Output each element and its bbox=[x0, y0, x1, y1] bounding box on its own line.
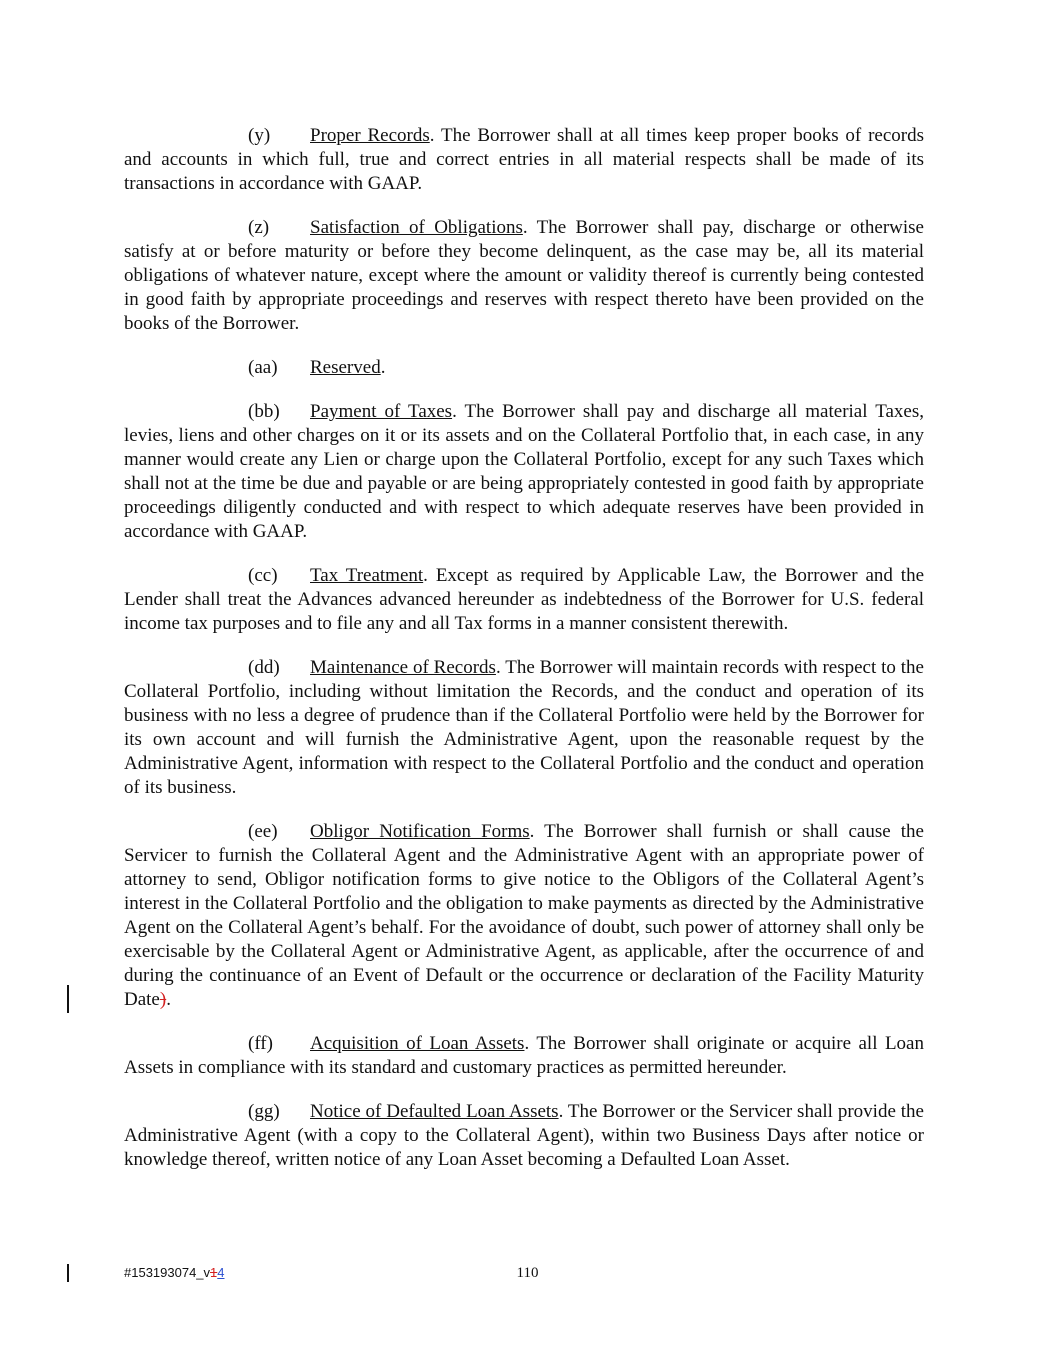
change-bar bbox=[67, 985, 69, 1013]
section-number: (gg) bbox=[248, 1101, 280, 1122]
section-number: (ee) bbox=[248, 821, 278, 842]
section-text: The Borrower or the Servicer shall provide the Administrative Agent (with a copy to the Collateral Agent), within two Business Days after notice or knowledge thereof, written notice of any Loan Asset becoming a Defaulted Loan Asset. bbox=[124, 1101, 924, 1170]
section-title: Reserved bbox=[310, 357, 381, 378]
section-text-end: . bbox=[166, 989, 171, 1010]
section-text: The Borrower shall originate or acquire all Loan Assets in compliance with its standard and customary practices as permitted hereunder. bbox=[124, 1033, 924, 1078]
section-number: (cc) bbox=[248, 565, 278, 586]
section-ff: (ff) Acquisition of Loan Assets. The Borrower shall originate or acquire all Loan Assets in compliance with its standard and customary practices as permitted hereunder. bbox=[124, 1033, 924, 1078]
section-title: Maintenance of Records bbox=[310, 657, 496, 678]
redline-deletion: ) bbox=[159, 989, 167, 1010]
footer-document-id bbox=[124, 1265, 225, 1280]
section-title: Acquisition of Loan Assets bbox=[310, 1033, 525, 1054]
section-z: (z) Satisfaction of Obligations. The Borrower shall pay, discharge or otherwise satisfy at or before maturity or before they become delinquent, as the case may be, all its material obligations of whatever nature, except where the amount or validity thereof is currently being contested in good faith by appropriate proceedings and reserves with respect thereto have been provided on the books of the Borrower. bbox=[124, 217, 924, 334]
section-title: Proper Records bbox=[310, 125, 430, 146]
version-inserted: 4 bbox=[217, 1265, 225, 1280]
version-deleted: 1 bbox=[210, 1265, 218, 1280]
section-text: The Borrower shall at all times keep proper books of records and accounts in which full, true and correct entries in all material respects shall be made of its transactions in accordance with GAAP. bbox=[124, 125, 924, 194]
page-number: 110 bbox=[516, 1265, 539, 1281]
section-text: The Borrower shall pay, discharge or otherwise satisfy at or before maturity or before they become delinquent, as the case may be, all its material obligations of whatever nature, except where the amount or validity thereof is currently being contested in good faith by appropriate proceedings and reserves with respect thereto have been provided on the books of the Borrower. bbox=[124, 217, 924, 334]
section-text: The Borrower shall pay and discharge all material Taxes, levies, liens and other charges on it or its assets and on the Collateral Portfolio that, in each case, in any manner would create any Lien or charge upon the Collateral Portfolio, except for any such Taxes which shall not at the time be due and payable or are being appropriately contested in good faith by appropriate proceedings diligently conducted and with respect to which adequate reserves have been provided in accordance with GAAP. bbox=[124, 401, 924, 542]
section-cc: (cc) Tax Treatment. Except as required by Applicable Law, the Borrower and the Lender shall treat the Advances advanced hereunder as indebtedness of the Borrower for U.S. federal income tax purposes and to file any and all Tax forms in a manner consistent therewith. bbox=[124, 565, 924, 634]
document-body bbox=[124, 124, 924, 1192]
section-title: Tax Treatment bbox=[310, 565, 424, 586]
section-dd: (dd) Maintenance of Records. The Borrower will maintain records with respect to the Collateral Portfolio, including without limitation the Records, and the conduct and operation of its business with no less a degree of prudence than if the Collateral Portfolio were held by the Borrower for its own account and will furnish the Administrative Agent, upon the reasonable request by the Administrative Agent, information with respect to the Collateral Portfolio and the conduct and operation of its business. bbox=[124, 657, 924, 798]
section-text: The Borrower will maintain records with respect to the Collateral Portfolio, including without limitation the Records, and the conduct and operation of its business with no less a degree of prudence than if the Collateral Portfolio were held by the Borrower for its own account and will furnish the Administrative Agent, upon the reasonable request by the Administrative Agent, information with respect to the Collateral Portfolio and the conduct and operation of its business. bbox=[124, 657, 924, 798]
section-number: (aa) bbox=[248, 357, 278, 378]
section-y: (y) Proper Records. The Borrower shall at all times keep proper books of records and accounts in which full, true and correct entries in all material respects shall be made of its transactions in accordance with GAAP. bbox=[124, 125, 924, 194]
section-text: The Borrower shall furnish or shall cause the Servicer to furnish the Collateral Agent and the Administrative Agent with an appropriate power of attorney to send, Obligor notification forms to give notice to the Obligors of the Collateral Agent’s interest in the Collateral Portfolio and the obligation to make payments as directed by the Administrative Agent on the Collateral Agent’s behalf. For the avoidance of doubt, such power of attorney shall only be exercisable by the Collateral Agent or Administrative Agent, as applicable, after the occurrence of and during the continuance of an Event of Default or the occurrence or declaration of the Facility Maturity Date bbox=[124, 821, 924, 1010]
section-number: (z) bbox=[248, 217, 270, 238]
section-title: Satisfaction of Obligations bbox=[310, 217, 523, 238]
section-number: (ff) bbox=[248, 1033, 273, 1054]
section-number: (bb) bbox=[248, 401, 280, 422]
section-title: Payment of Taxes bbox=[310, 401, 453, 422]
doc-id: #153193074_v bbox=[124, 1265, 211, 1280]
section-number: (y) bbox=[248, 125, 271, 146]
change-bar bbox=[67, 1264, 69, 1282]
section-title: Notice of Defaulted Loan Assets bbox=[310, 1101, 559, 1122]
section-gg: (gg) Notice of Defaulted Loan Assets. The Borrower or the Servicer shall provide the Administrative Agent (with a copy to the Collateral Agent), within two Business Days after notice or knowledge thereof, written notice of any Loan Asset becoming a Defaulted Loan Asset. bbox=[124, 1101, 924, 1170]
section-bb: (bb) Payment of Taxes. The Borrower shall pay and discharge all material Taxes, levies, liens and other charges on it or its assets and on the Collateral Portfolio that, in each case, in any manner would create any Lien or charge upon the Collateral Portfolio, except for any such Taxes which shall not at the time be due and payable or are being appropriately contested in good faith by appropriate proceedings diligently conducted and with respect to which adequate reserves have been provided in accordance with GAAP. bbox=[124, 401, 924, 542]
section-ee: (ee) Obligor Notification Forms. The Borrower shall furnish or shall cause the Servicer to furnish the Collateral Agent and the Administrative Agent with an appropriate power of attorney to send, Obligor notification forms to give notice to the Obligors of the Collateral Agent’s interest in the Collateral Portfolio and the obligation to make payments as directed by the Administrative Agent on the Collateral Agent’s behalf. For the avoidance of doubt, such power of attorney shall only be exercisable by the Collateral Agent or Administrative Agent, as applicable, after the occurrence of and during the continuance of an Event of Default or the occurrence or declaration of the Facility Maturity Date). bbox=[124, 821, 924, 1010]
section-number: (dd) bbox=[248, 657, 280, 678]
section-title: Obligor Notification Forms bbox=[310, 821, 530, 842]
section-text: Except as required by Applicable Law, the Borrower and the Lender shall treat the Advances advanced hereunder as indebtedness of the Borrower for U.S. federal income tax purposes and to file any and all Tax forms in a manner consistent therewith. bbox=[124, 565, 924, 634]
section-aa: (aa) Reserved. bbox=[248, 357, 386, 378]
